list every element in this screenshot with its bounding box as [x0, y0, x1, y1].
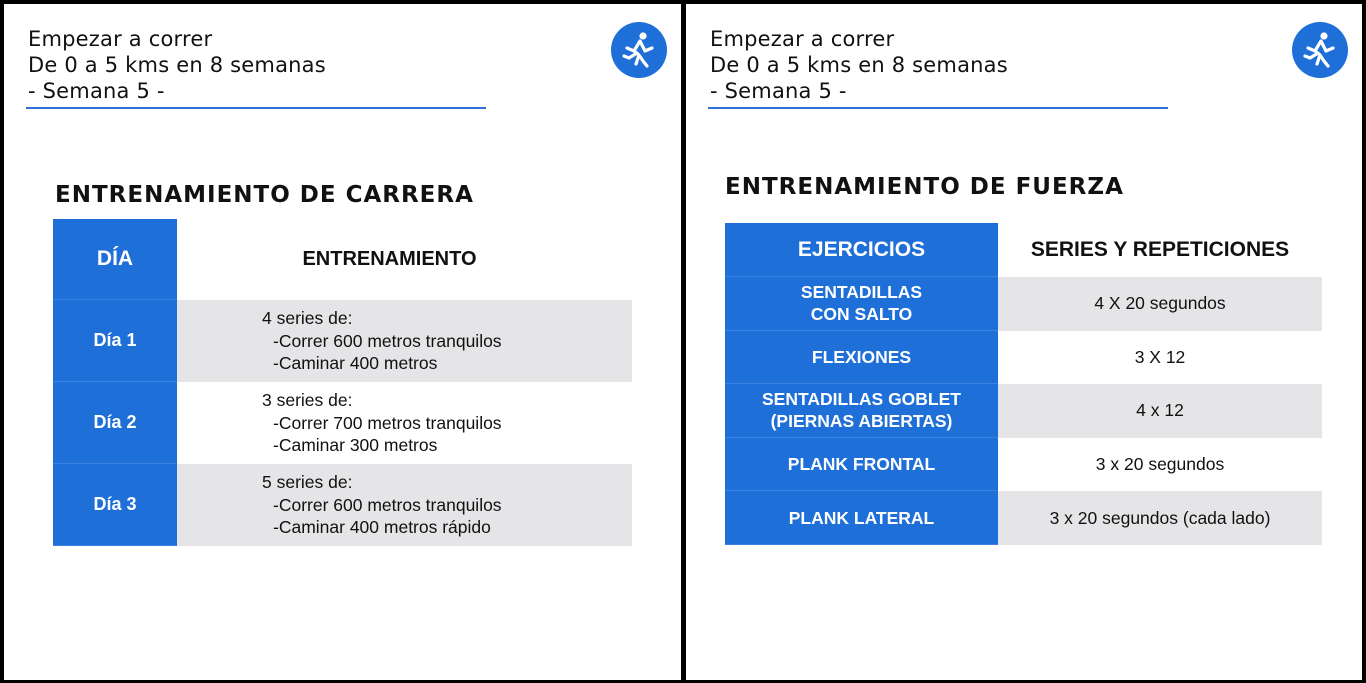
training-line: -Caminar 400 metros	[273, 353, 438, 374]
training-line: 4 series de:	[262, 308, 353, 329]
reps-cell: 3 x 20 segundos (cada lado)	[998, 491, 1322, 545]
running-table	[53, 219, 632, 546]
exercise-name: PLANK LATERAL	[788, 507, 935, 528]
training-line: 3 series de:	[262, 390, 353, 411]
page-header	[710, 26, 1008, 104]
day-cell: Día 3	[53, 464, 177, 546]
column-header-exercise: EJERCICIOS	[725, 223, 998, 277]
table-row	[53, 464, 632, 546]
exercise-name: SENTADILLAS	[800, 282, 923, 303]
table-row	[53, 300, 632, 382]
column-header-reps: SERIES Y REPETICIONES	[1030, 238, 1290, 261]
table-row	[725, 438, 1322, 492]
reps-cell: 4 X 20 segundos	[998, 277, 1322, 331]
exercise-name-line-2: (PIERNAS ABIERTAS)	[770, 411, 953, 432]
header-divider	[708, 107, 1168, 109]
training-cell	[177, 464, 632, 546]
exercise-cell	[725, 384, 998, 438]
training-line: -Correr 700 metros tranquilos	[273, 412, 502, 433]
table-row	[53, 382, 632, 464]
panel-strength	[686, 4, 1362, 680]
table-row	[725, 384, 1322, 438]
training-cell	[177, 300, 632, 382]
exercise-name-line-2: CON SALTO	[810, 304, 913, 325]
table-header-row	[53, 219, 632, 300]
exercise-cell	[725, 331, 998, 385]
runner-icon	[611, 22, 667, 78]
exercise-cell	[725, 491, 998, 545]
header-line-1: Empezar a correr	[710, 27, 895, 51]
training-line: -Correr 600 metros tranquilos	[273, 494, 502, 515]
header-line-3: - Semana 5 -	[710, 79, 847, 103]
day-cell: Día 2	[53, 382, 177, 464]
table-row	[725, 331, 1322, 385]
exercise-cell	[725, 277, 998, 331]
exercise-name: SENTADILLAS GOBLET	[762, 389, 961, 410]
table-header-row	[725, 223, 1322, 277]
column-header-day: DÍA	[53, 219, 177, 300]
exercise-name: PLANK FRONTAL	[787, 454, 936, 475]
exercise-name: FLEXIONES	[811, 346, 912, 367]
page-header	[28, 26, 326, 104]
training-line: -Caminar 400 metros rápido	[273, 517, 491, 538]
column-header-training: ENTRENAMIENTO	[302, 248, 477, 270]
strength-title: ENTRENAMIENTO DE FUERZA	[725, 174, 1124, 200]
training-line: -Caminar 300 metros	[273, 435, 438, 456]
table-row	[725, 277, 1322, 331]
training-cell	[177, 382, 632, 464]
header-line-1: Empezar a correr	[28, 27, 213, 51]
runner-icon	[1292, 22, 1348, 78]
header-divider	[26, 107, 486, 109]
day-cell: Día 1	[53, 300, 177, 382]
reps-cell: 3 X 12	[1134, 346, 1186, 367]
exercise-cell	[725, 438, 998, 492]
reps-cell: 4 x 12	[998, 384, 1322, 438]
panel-running	[4, 4, 681, 680]
strength-table	[725, 223, 1322, 545]
header-line-2: De 0 a 5 kms en 8 semanas	[28, 53, 326, 77]
running-title: ENTRENAMIENTO DE CARRERA	[55, 182, 474, 208]
reps-cell: 3 x 20 segundos	[1095, 454, 1225, 475]
training-line: 5 series de:	[262, 472, 353, 493]
header-line-2: De 0 a 5 kms en 8 semanas	[710, 53, 1008, 77]
table-row	[725, 491, 1322, 545]
training-line: -Correr 600 metros tranquilos	[273, 330, 502, 351]
header-line-3: - Semana 5 -	[28, 79, 165, 103]
